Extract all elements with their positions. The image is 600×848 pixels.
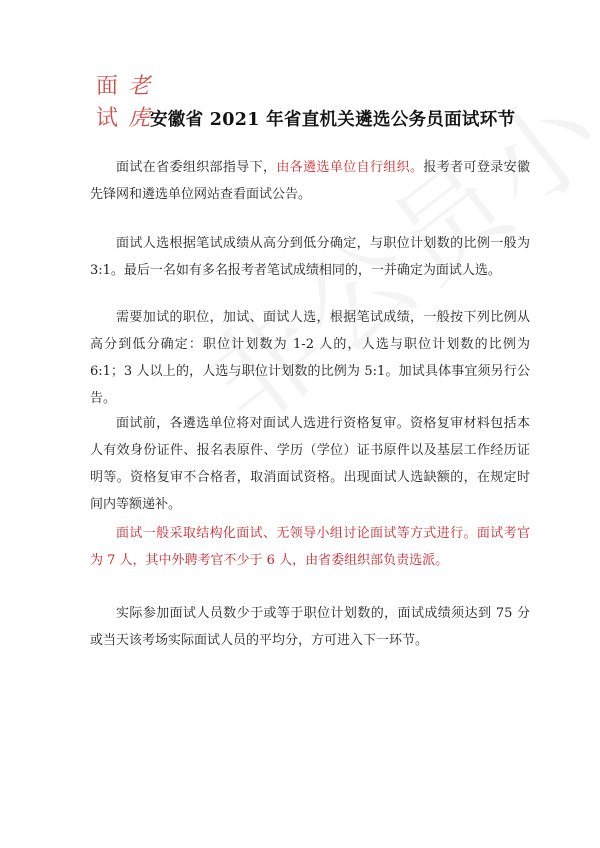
paragraph-text: 面试前，各遴选单位将对面试人选进行资格复审。资格复审材料包括本人有效身份证件、报名表原件、学历（学位）证书原件以及基层工作经历证明等。资格复审不合格者，取消面试资格。出现面试人选缺额的，在规定时间内等额递补。	[90, 416, 530, 512]
logo-mianshi-laohu	[93, 72, 155, 134]
logo-char: 面	[95, 74, 118, 99]
paragraph-5	[90, 520, 530, 574]
page-title: 安徽省 2021 年省直机关遴选公务员面试环节	[150, 110, 516, 130]
paragraph-text: 面试在省委组织部指导下，	[116, 160, 277, 175]
logo-char: 试	[95, 106, 118, 131]
paragraph-text: 需要加试的职位，加试、面试人选，根据笔试成绩，一般按下列比例从高分到低分确定：职位计划数为 1-2 人的，人选与职位计划数的比例为 6:1；3 人以上的，人选与职位计划数的比例为 5:1。加试具体事宜须另行公告。	[90, 310, 530, 406]
paragraph-text: 面试人选根据笔试成绩从高分到低分确定，与职位计划数的比例一般为 3:1。最后一名如有多名报考者笔试成绩相同的，一并确定为面试人选。	[90, 236, 530, 278]
paragraph-1	[90, 154, 530, 208]
paragraph-4	[90, 410, 530, 518]
logo-char: 老	[127, 74, 150, 99]
highlighted-paragraph-text: 面试一般采取结构化面试、无领导小组讨论面试等方式进行。面试考官为 7 人，其中外聘考官不少于 6 人，由省委组织部负责选派。	[90, 526, 530, 568]
highlighted-text: 由各遴选单位自行组织。	[276, 160, 424, 175]
paragraph-text: 报考者可登录安徽先锋网和遴选单位网站查看面试公告。	[90, 160, 530, 202]
logo-char: 虎	[127, 106, 150, 131]
paragraph-text: 实际参加面试人员数少于或等于职位计划数的，面试成绩须达到 75 分或当天该考场实际面试人员的平均分，方可进入下一环节。	[90, 606, 530, 648]
paragraph-6	[90, 600, 530, 654]
paragraph-3	[90, 304, 530, 412]
paragraph-2	[90, 230, 530, 284]
